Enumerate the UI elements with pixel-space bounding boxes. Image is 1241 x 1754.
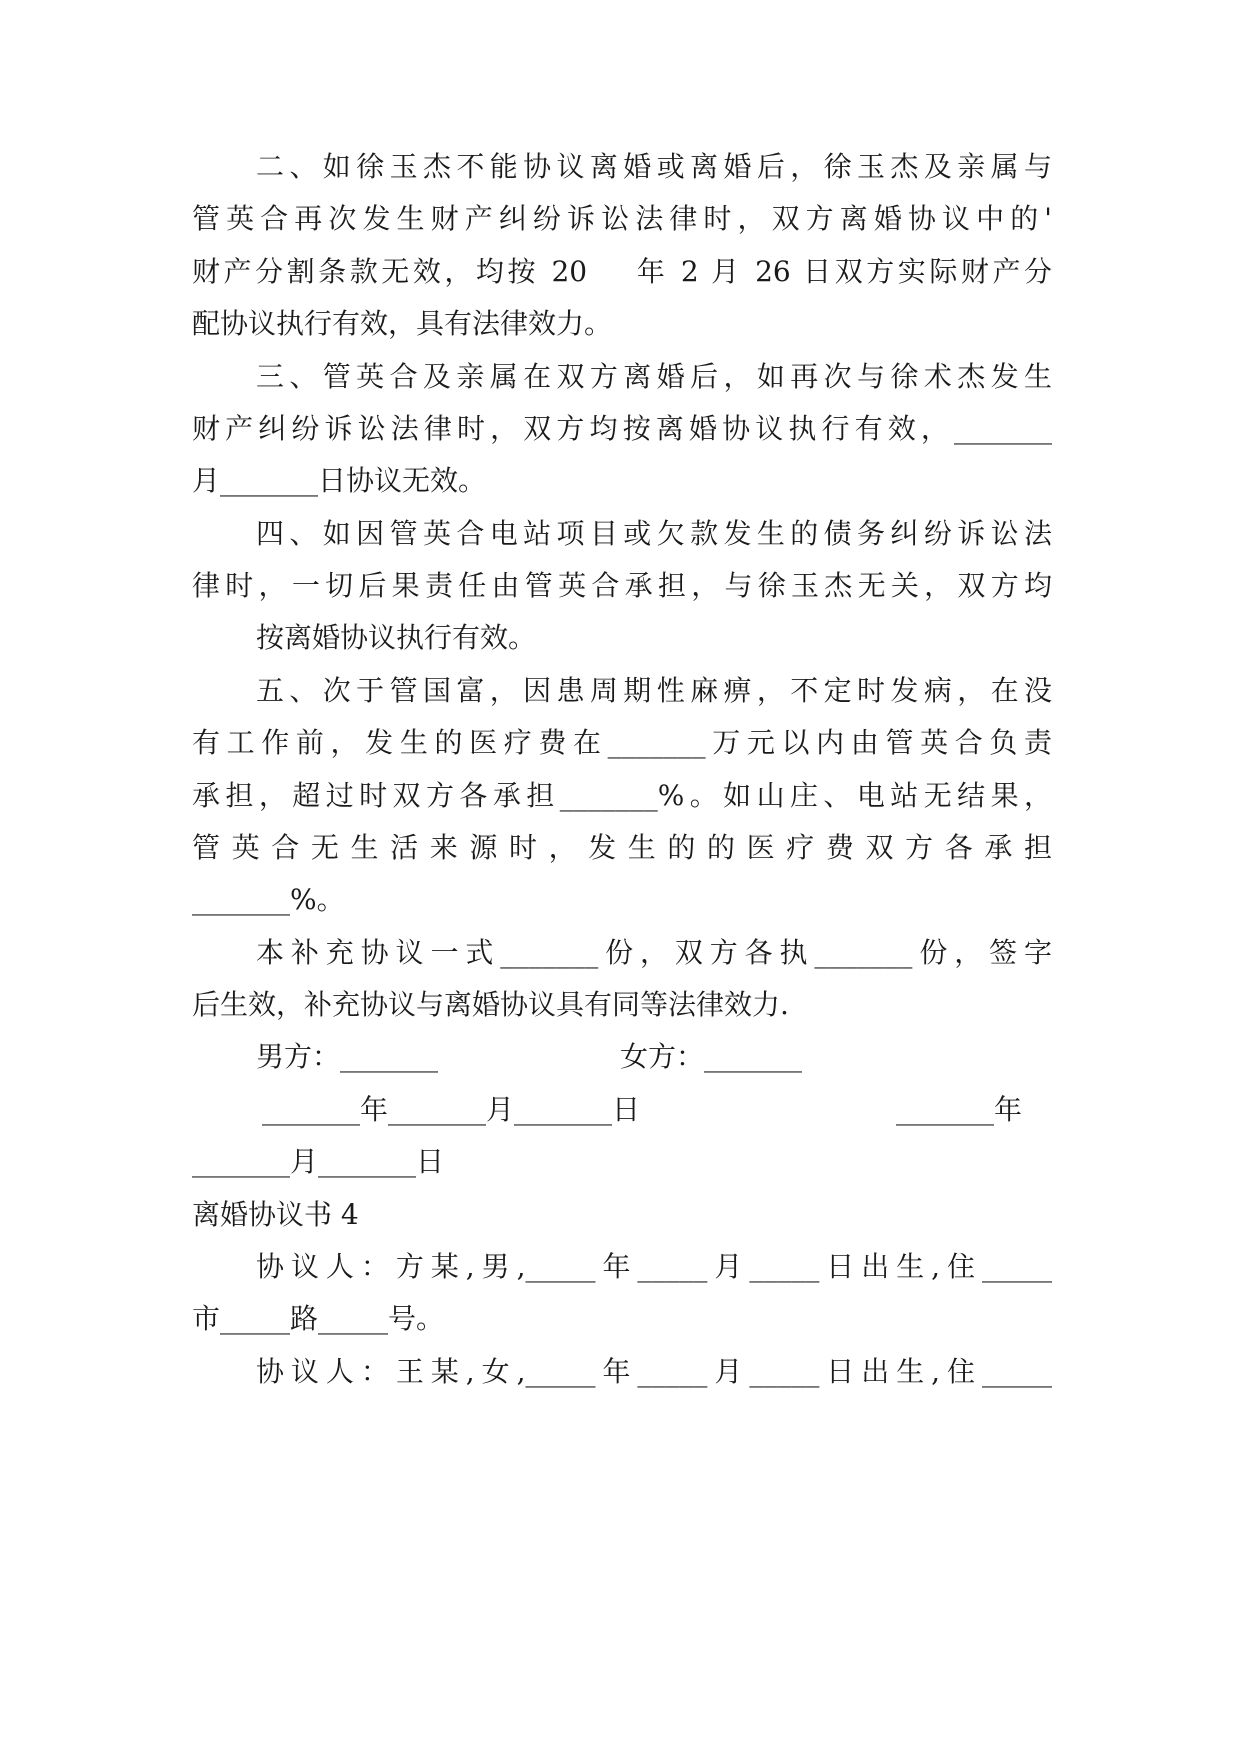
text-line: 二、如徐玉杰不能协议离婚或离婚后，徐玉杰及亲属与: [256, 150, 1052, 183]
text-line: 按离婚协议执行有效。: [256, 621, 537, 654]
text-line: 管英合无生活来源时，发生的的医疗费双方各承担: [192, 831, 1052, 864]
date-line: _______年_______月_______日: [262, 1093, 641, 1126]
text-line: 承担，超过时双方各承担_______%。如山庄、电站无结果，: [192, 779, 1052, 812]
text-line: 后生效，补充协议与离婚协议具有同等法律效力.: [192, 988, 789, 1021]
text-line: 财产纠纷诉讼法律时，双方均按离婚协议执行有效，_______: [192, 412, 1052, 445]
female-signature: 女方：_______: [620, 1040, 803, 1073]
text-line: _______%。: [192, 883, 345, 916]
section-title: 离婚协议书 4: [192, 1198, 359, 1231]
date-line-right: _______年: [896, 1093, 1023, 1126]
text-line: 月_______日协议无效。: [192, 464, 487, 497]
text-line: 本补充协议一式_______份，双方各执_______份，签字: [256, 936, 1052, 969]
text-line: 管英合再次发生财产纠纷诉讼法律时，双方离婚协议中的': [192, 202, 1052, 235]
text-line: 三、管英合及亲属在双方离婚后，如再次与徐术杰发生: [256, 360, 1052, 393]
text-line: 协议人：王某,女,_____年_____月_____日出生,住_____: [256, 1355, 1052, 1388]
text-line: 配协议执行有效，具有法律效力。: [192, 307, 613, 340]
text-line: 财产分割条款无效，均按 20 年 2 月 26 日双方实际财产分: [192, 255, 1052, 288]
text-line: 律时，一切后果责任由管英合承担，与徐玉杰无关，双方均: [192, 569, 1052, 602]
male-signature: 男方：_______: [256, 1040, 439, 1073]
text-line: 四、如因管英合电站项目或欠款发生的债务纠纷诉讼法: [256, 517, 1052, 550]
text-line: 五、次于管国富，因患周期性麻痹，不定时发病，在没: [256, 674, 1052, 707]
text-line: 协议人：方某,男,_____年_____月_____日出生,住_____: [256, 1250, 1052, 1283]
date-line: _______月_______日: [192, 1145, 445, 1178]
text-line: 市_____路_____号。: [192, 1302, 445, 1335]
text-line: 有工作前，发生的医疗费在_______万元以内由管英合负责: [192, 726, 1052, 759]
